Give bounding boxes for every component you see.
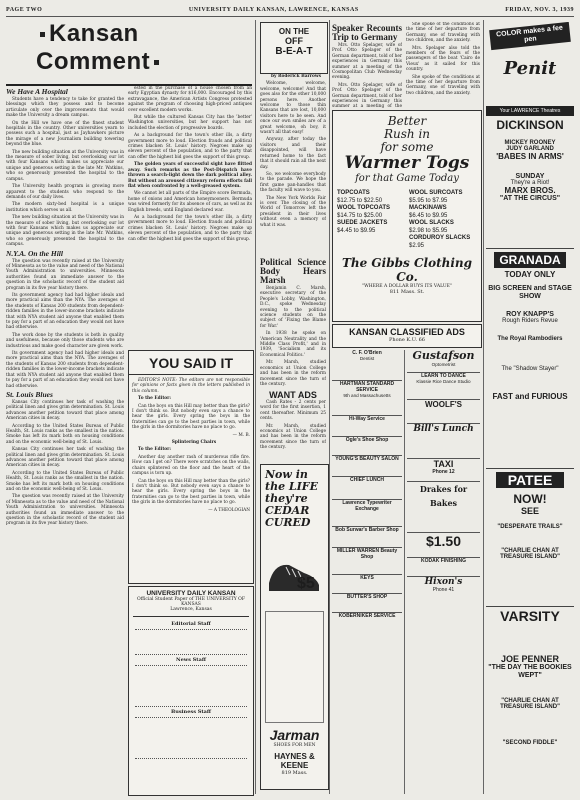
classified-ad-sub: Klassie Rice Dance Studio xyxy=(416,378,471,384)
penit-slogan: COLOR makes a fee pen xyxy=(489,22,571,50)
paragraph: According to the United States Bureau of Public Health, St. Louis ranks as the smallest in the nation. Smoke has left its mark both on housing conditions and on the economic well-being of St. Louis. xyxy=(6,470,124,492)
staff-sub: Official Student Paper of THE UNIVERSITY OF KANSAS xyxy=(137,597,245,607)
page-number: PAGE TWO xyxy=(6,7,43,13)
paragraph: Mrs. Spelager also told the members of the fears of the passengers of the boat 'Cairo de Vieux' as it sailed for this country. xyxy=(406,45,480,73)
classified-ad: HARTMAN STANDARD SERVICE xyxy=(339,380,395,393)
jarman-shoes-ad xyxy=(260,464,329,790)
price: $4.45 to $9.95 xyxy=(337,227,376,234)
kansan-comment-masthead xyxy=(6,18,252,86)
heading-st-louis: St. Louis Blues xyxy=(6,389,53,399)
paragraph: Mr. Marsh, studied economics at Union College and has been in the reform movement since the turn of the century. xyxy=(260,360,326,386)
classified-ad: YOUNG'S BEAUTY SALON xyxy=(335,455,399,462)
classified-ad: TAXI xyxy=(433,458,454,469)
speaker-column xyxy=(332,22,402,108)
paragraph: The new building situation at the University was in the measure of sober living, but overlooking our lot with four Kansans which makes us appreciate our unique and generous setting in the late Mr. Watkins, who so generously presented the hospital to the campus. xyxy=(6,215,124,248)
movie-title: "SECOND FIDDLE" xyxy=(502,740,558,746)
price: $2.95 xyxy=(409,242,425,249)
classified-ad: $1.50 xyxy=(425,532,462,549)
paragraph: Mrs. Otto Spelager, wife of Prof. Otto Spelager of the German department, told of her experiences in Germany this summer at a meeting of the Cosmopolitan Club Wednesday evening. xyxy=(332,43,402,81)
paragraph: On the Hill we have one of the finest student hospitals in the country. Other universities yearn to possess such a hospital, just as Jayhawkers picture the mirage of a new Journalism building towering beyond the blue. xyxy=(6,120,124,148)
paragraph: As a background for the town's other ills, a dirty government more to loud. Election frauds and political crimes blacken St. Louis' history. Negroes make up eleven percent of the population, and to the party that can offer the highest bid goes the support of this group. xyxy=(128,133,252,160)
staff-section: Business Staff xyxy=(170,709,212,715)
jarman-sub: SHOES FOR MEN xyxy=(273,743,316,748)
movie-star: MICKEY ROONEY xyxy=(504,140,556,146)
day-label: SUNDAY xyxy=(515,173,545,180)
product: WOOL TOPCOATS xyxy=(337,205,391,211)
product: MACKINAWS xyxy=(409,205,447,211)
gibbs-store: The Gibbs Clothing Co. xyxy=(341,256,473,284)
movie-star: JOE PENNER xyxy=(500,654,560,664)
paragraph: Its government agency had had higher ideals and more practical aims than the NYA. The averages of the students of Kansas 200 students from dependent-ridden families in the lower-income brackets indicate that with NYA student aid anyone that enabled them to pay for a part of an education they would not have had otherwise. xyxy=(6,293,124,331)
paragraph: We cannot let all parts of the Empire score Bermuda, home of onions and American honeymooners. Bermuda was wired formerly for its absence of cars, as well as its English breeds, until England declared war. xyxy=(128,191,252,213)
see-label: SEE xyxy=(520,506,539,516)
paragraph: Benjamin C. Marsh, executive secretary of the People's Lobby, Washington, D.C., spoke Wednesday evening to the political science students on the subject of 'Fixing the Blame for War.' xyxy=(260,286,326,329)
paragraph: Kansas City continues her task of washing the political linen and gives grim determination. St. Louis advances another petition toward that place among American cities in decay. xyxy=(6,399,124,422)
letter-salutation: To the Editor: xyxy=(138,447,172,453)
paper-date: FRIDAY, NOV. 3, 1939 xyxy=(505,7,574,13)
theatre-name: DICKINSON xyxy=(496,118,564,132)
paragraph: Mrs. Otto Spelager, wife of Prof. Otto Spelager of the German department, told of her experiences in Germany this summer at a meeting of the xyxy=(332,82,402,108)
classified-ad-sub: Dentist xyxy=(359,356,375,361)
paragraph: The work done by the students is both in quality and usefulness, because only those students who are industrious and make good character are given work. xyxy=(6,332,124,349)
movie-title: "DESPERATE TRAILS" xyxy=(497,524,563,530)
classified-ad-sub: 9th and Massachusetts xyxy=(343,392,391,398)
classified-column-2 xyxy=(407,350,480,794)
classified-ad: KOBERNIKER SERVICE xyxy=(338,612,396,619)
performer: The Royal Rambodiers xyxy=(497,336,563,342)
letter-heading: Splintering Chairs xyxy=(171,440,217,446)
paragraph: She spoke of the conditions at the time of her departure from Germany, one of traveling with two children, and the anxiety. xyxy=(406,74,480,96)
movie-title: "CHARLIE CHAN AT TREASURE ISLAND" xyxy=(500,698,560,710)
product: TOPCOATS xyxy=(337,190,370,196)
paragraph: ested in the purchase of a house chosen from an early Egyptian dynasty for $16,000. Encouraged by this extravagance, the American Artists Congress protested against the program of choosing high-priced antiques over excellent modern works. xyxy=(128,86,252,113)
paragraph: But while the cultured Kansas City has the 'better' Washington universities, but her support has not included the election of progressive boards. xyxy=(128,115,252,131)
performer: ROY KNAPP'S xyxy=(506,311,554,318)
signature: — A THEOLOGIAN xyxy=(208,507,250,513)
now-label: NOW! xyxy=(513,492,547,506)
movie-tagline: They're a Riot! xyxy=(510,180,550,186)
price: $2.98 to $5.95 xyxy=(409,227,448,234)
paper-title: UNIVERSITY DAILY KANSAN, LAWRENCE, KANSAS xyxy=(188,7,359,13)
classified-ad-sub: Phone 12 xyxy=(432,468,455,475)
gibbs-tagline: "WHERE A DOLLAR BUYS ITS VALUE" xyxy=(362,284,452,289)
movie-title: "THE DAY THE BOOKIES WEPT" xyxy=(488,664,572,679)
classified-ad: WOOLF'S xyxy=(424,399,462,409)
classified-phone: Phone K.U. 66 xyxy=(389,337,425,343)
paragraph: Cash Rates - 2 cents per word for the first insertion, 1 cent thereafter. Minimum 25 cents. xyxy=(260,400,326,422)
paragraph: Kansas City continues her task of washing the political linen and gives grim determination. St. Louis advances another petition toward that place among American cities in decay. xyxy=(6,447,124,469)
gibbs-line: Better xyxy=(387,114,427,128)
price: $12.75 to $22.50 xyxy=(337,197,383,204)
penit-ad xyxy=(486,22,574,102)
penit-brand: Penit xyxy=(503,58,557,79)
gibbs-sub: for that Game Today xyxy=(355,173,459,184)
classified-ad: Lawrence Typewriter Exchange xyxy=(342,499,392,512)
on-off-beat-header xyxy=(260,22,328,74)
science-headline: Political Science Body Hears Marsh xyxy=(260,257,326,285)
beat-title: OFF xyxy=(285,36,303,46)
movie-title: 'BABES IN ARMS' xyxy=(496,152,564,161)
paragraph: The question was recently raised at the University of Minnesota as to the value and need of the National Youth Administration to universities. Minnesota authorities found an immediate answer to the question in the scholastic record of the student aid program in its five year history there. xyxy=(6,258,124,291)
paragraph: As a background for the town's other ills, a dirty government more to loud. Election frauds and political crimes blacken St. Louis' history. Negroes make up eleven percent of the population, and to the party that can offer the highest bid goes the support of this group. xyxy=(128,214,252,242)
speaker-column-2 xyxy=(406,22,480,108)
page-header xyxy=(6,4,574,17)
science-column xyxy=(260,256,326,386)
beat-title: B-E-A-T xyxy=(275,46,313,57)
want-ads-title: WANT ADS xyxy=(269,390,317,400)
price: $6.45 to $9.95 xyxy=(409,212,448,219)
classified-ad: Bill's Lunch xyxy=(413,423,474,434)
paragraph: The New York Worlds Fair is over. The closing of the World of Tomorrow left the president in their lives without even a memory of what it was. xyxy=(260,195,326,228)
movie-star: JUDY GARLAND xyxy=(506,146,554,152)
product: WOOL SLACKS xyxy=(409,220,454,226)
patee-ad xyxy=(486,470,574,607)
classified-ad: MILLER WARREN Beauty Shop xyxy=(336,547,398,560)
show-day: TODAY ONLY xyxy=(504,270,556,279)
classified-ad-sub: Phone 41 xyxy=(432,586,455,593)
shoe-price: $5 xyxy=(297,575,315,592)
jarman-brand: Jarman xyxy=(269,727,320,743)
classified-ad: CHIEF LUNCH xyxy=(350,476,384,483)
paragraph: The modern sixty-bed hospital is a unique institution which serves us all. xyxy=(6,202,124,213)
movie-star: MARX BROS. xyxy=(504,186,556,195)
heading-nya: N.Y.A. On the Hill xyxy=(6,248,63,258)
editorial-column-2 xyxy=(128,86,252,346)
you-said-it-box xyxy=(128,350,254,584)
staff-section: Editorial Staff xyxy=(171,621,211,627)
jarman-headline: Now in the LIFE they're CEDAR CURED xyxy=(265,468,318,529)
theatre-name: GRANADA xyxy=(494,252,566,268)
paragraph: Welcome, welcome, welcome, welcome! And that goes also for the other 10,000 persons here. Another welcome to those thin Kansans that are lost, 10,000 visitors here to be seen. And once our own smiles are of a great welcome, oh boy, it wasn't all that easy! xyxy=(260,81,326,136)
classified-ad: Gustafson xyxy=(412,350,475,362)
gibbs-line: for some xyxy=(380,140,434,154)
speaker-headline: Speaker Recounts Trip to Germany xyxy=(332,23,402,42)
granada-ad xyxy=(486,250,574,469)
classified-ad-sub: Optometrist xyxy=(431,362,456,367)
classified-ad: Hixon's xyxy=(424,576,463,587)
paragraph: Anyway, after today the visitors and their disappointed, will have returned home to the fact that it should rain all the next day. xyxy=(260,137,326,170)
note: EDITOR'S NOTE: The editors are not responsible for opinions or facts given in the letters published in this column. xyxy=(132,378,250,394)
staff-title: UNIVERSITY DAILY KANSAN xyxy=(146,590,236,597)
classified-ad: BUTTER'S SHOP xyxy=(346,593,388,600)
signature: — M. B. xyxy=(232,432,250,438)
theatre-name: VARSITY xyxy=(500,608,560,624)
classified-ad: LEARN TO DANCE xyxy=(421,372,466,379)
gibbs-address: 811 Mass. St. xyxy=(389,289,425,295)
classified-ad: Ogle's Shoe Shop xyxy=(345,436,389,443)
store-address: 819 Mass. xyxy=(281,770,308,776)
price: $5.95 to $7.95 xyxy=(409,197,448,204)
staff-section: News Staff xyxy=(176,657,206,663)
classified-ad: C. F. O'Brien xyxy=(352,350,382,356)
gibbs-headline: Warmer Togs xyxy=(344,153,470,173)
letter: Can the boys on this Hill may better than the girls? I don't think so. But nobody even says a chance to hear the girls. Every spring the boys in the fraternities can go to the best parties in town, while the girls in the dormitories have no place to go. xyxy=(132,403,250,431)
letter: Another day another rash of murderous rifle fire. How can I get on? There were scratches on the walls, chairs splintered on the floor and the heart of the campus is torn up. xyxy=(132,454,250,477)
classified-ad: Bob Surwar's Barber Shop xyxy=(335,526,399,533)
paragraph: The golden years of successful sight have flitted away. Such remarks as the Post-Dispatch have thrown a search-light down the dark political alley. But without an aroused citizenry reform efforts fall flat when confronted by a well-greased system. xyxy=(128,162,252,189)
paragraph: Students have a tendency to take for granted the blessings which they possess and to become articulate only over the improvements that would make the University a dream campus. xyxy=(6,97,124,119)
product: SUEDE JACKETS xyxy=(337,220,388,226)
beat-title: ON THE xyxy=(278,27,310,36)
paragraph: The new building situation at the University was in the measure of sober living, but overlooking our lot with four Kansans which makes us appreciate our unique and generous setting in the late Mr. Watkins, who so generously presented the hospital to the campus. xyxy=(6,149,124,182)
shoe-icon xyxy=(264,533,324,603)
performer-sub: Rough Riders Revue xyxy=(502,318,558,324)
movie-title: FAST and FURIOUS xyxy=(492,392,568,401)
paragraph: So, we welcome everybody to the parade. We hope the first game pan-handles that the faculty will wave to you. xyxy=(260,171,326,194)
price: $14.75 to $25.00 xyxy=(337,212,383,219)
theatres-banner: Your LAWRENCE Theatres xyxy=(486,106,574,116)
classified-column-1 xyxy=(332,350,402,794)
movie-title: "AT THE CIRCUS" xyxy=(499,195,561,202)
movie-title: "CHARLIE CHAN AT TREASURE ISLAND" xyxy=(500,548,560,560)
gibbs-line: Rush in xyxy=(383,127,431,141)
product: CORDUROY SLACKS xyxy=(409,235,471,241)
staff-place: Lawrence, Kansas xyxy=(170,607,212,612)
letter: Can the boys on this Hill may better than the girls? I don't think so. But nobody even says a chance to hear the girls. Every spring the boys in the fraternities can go to the best parties in town, while the girls in the dormitories have no place to go. xyxy=(132,478,250,506)
paragraph: Mr. Marsh, studied economics at Union College and has been in the reform movement since the turn of the century. xyxy=(260,423,326,451)
staff-box xyxy=(128,586,254,796)
want-ads-column xyxy=(260,390,326,462)
movie-title: The "Shadow Stayer" xyxy=(501,366,559,372)
classified-ad: KEYS xyxy=(360,574,374,581)
paragraph: In 1938 he spoke on 'American Neutrality and the Middle Class Profit,' and in 1939, 'Socialism and its Economical Politics.' xyxy=(260,331,326,358)
theatre-name: PATEE xyxy=(496,472,564,488)
classified-ad: KODAK FINISHING xyxy=(421,557,466,564)
beat-column xyxy=(260,74,326,254)
classified-ad: Drakes for Bakes xyxy=(419,483,468,508)
editorial-column-1 xyxy=(6,86,124,794)
paragraph: Its government agency had had higher ideals and more practical aims than the NYA. The averages of the students of Kansas 200 students from dependent-ridden families in the lower-income brackets indicate that with NYA student aid anyone that enabled them to pay for a part of an education they would not have had otherwise. xyxy=(6,351,124,389)
you-said-it-title: YOU SAID IT xyxy=(129,355,253,375)
classified-title: KANSAN CLASSIFIED ADS xyxy=(349,327,465,337)
varsity-ad xyxy=(486,608,574,794)
show-title: BIG SCREEN and STAGE SHOW xyxy=(488,285,572,300)
product: WOOL SURCOATS xyxy=(409,190,463,196)
paragraph: The question was recently raised at the University of Minnesota as to the value and need of the National Youth Administration to universities. Minnesota authorities found an immediate answer to the question in the scholastic record of the student aid program in its five year history there. xyxy=(6,494,124,527)
classified-header xyxy=(332,324,482,348)
byline: by Roderick Barrows xyxy=(270,74,322,79)
masthead-title: Kansan Comment xyxy=(36,20,151,75)
letter-salutation: To the Editor: xyxy=(138,396,172,402)
heading-hospital: We Have A Hospital xyxy=(6,87,68,96)
paragraph: She spoke of the conditions at the time of her departure from Germany, one of traveling with two children, and the anxiety. xyxy=(406,22,480,44)
store-name: HAYNES & KEENE xyxy=(274,752,315,770)
paragraph: According to the United States Bureau of Public Health, St. Louis ranks as the smallest in the nation. Smoke has left its mark both on housing conditions and on the economic well-being of St. Louis. xyxy=(6,423,124,445)
classified-ad: Hi-Way Service xyxy=(349,415,385,422)
dickinson-ad xyxy=(486,118,574,249)
gibbs-clothing-ad xyxy=(332,110,482,322)
paragraph: The University health program is growing more apparent to the students who respond to the demands of our daily lives. xyxy=(6,184,124,200)
